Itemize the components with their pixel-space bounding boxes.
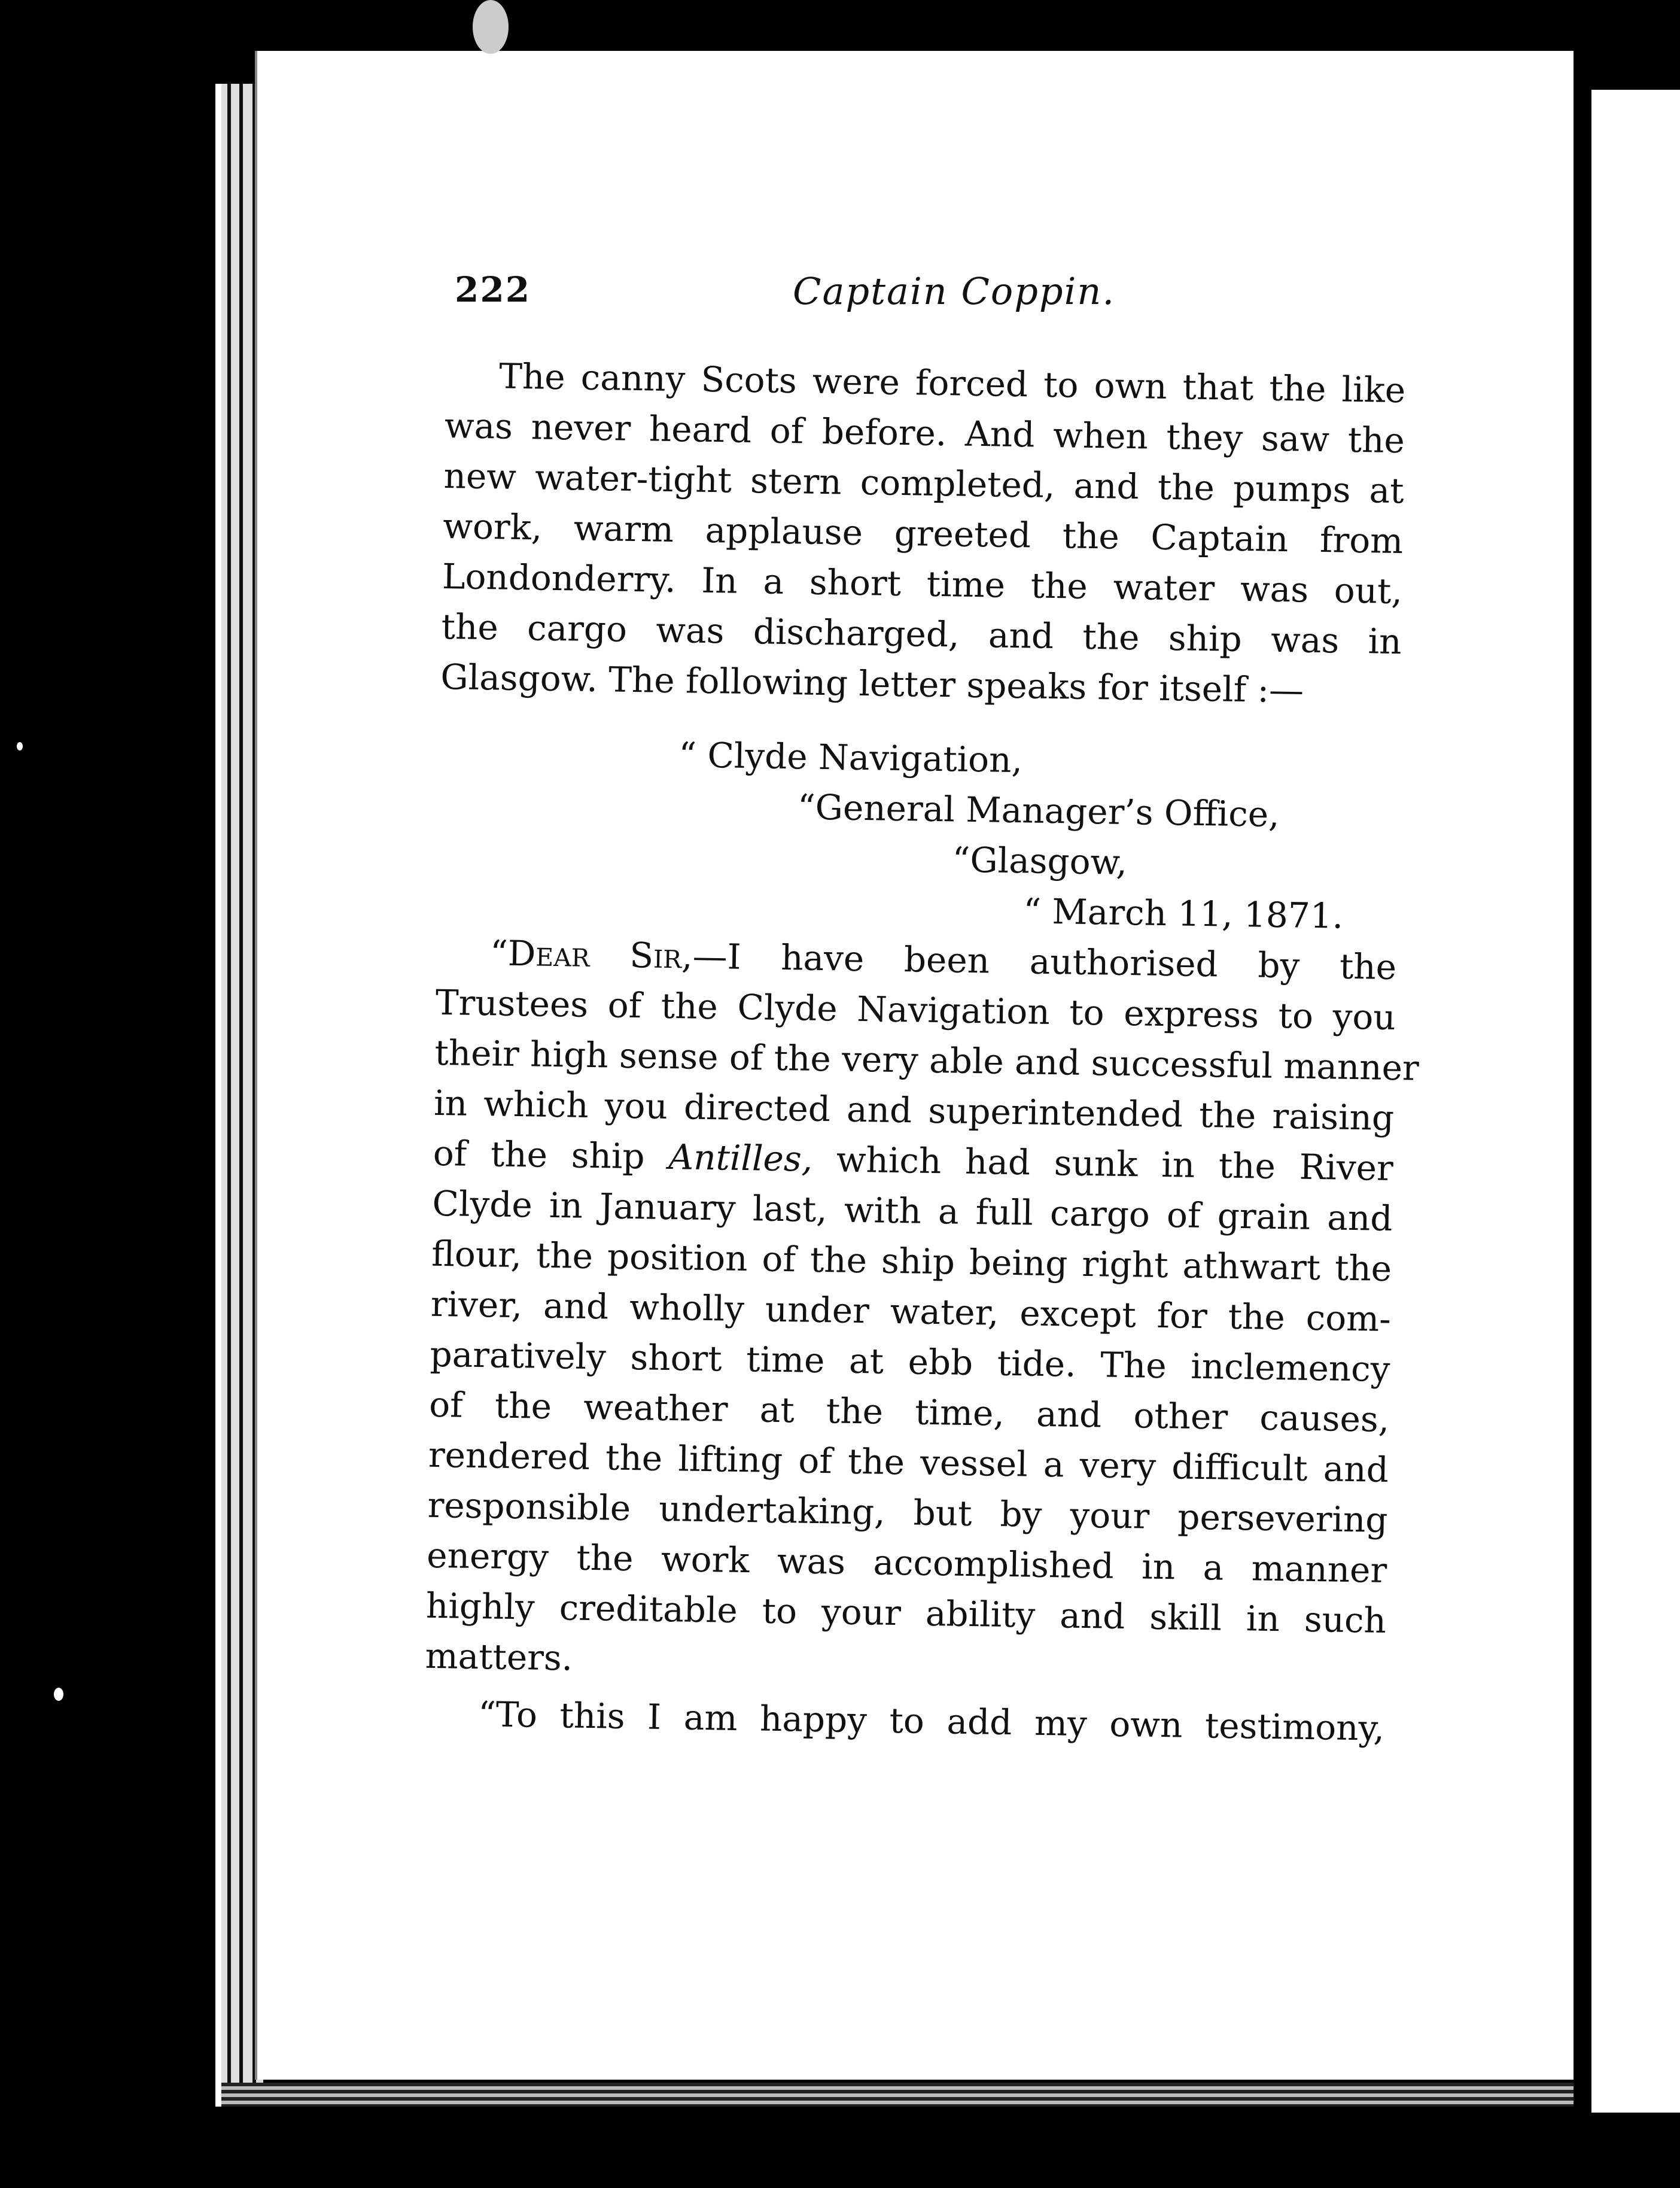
- text-line: “To this I am happy to add my own testimony,: [477, 1694, 1385, 1749]
- text-line: rendered the lifting of the vessel a very difficult and: [428, 1434, 1389, 1490]
- text-line: Trustees of the Clyde Navigation to express to you: [435, 981, 1396, 1038]
- text-line: The canny Scots were forced to own that the like: [498, 355, 1406, 411]
- ship-name: Antilles,: [668, 1136, 813, 1180]
- salutation: Dear Sir,: [507, 932, 693, 977]
- running-head: Captain Coppin.: [793, 269, 1116, 313]
- text-line: paratively short time at ebb tide. The inclemency: [430, 1333, 1390, 1390]
- ship-line-after: which had sunk in the River: [812, 1138, 1394, 1189]
- text-line: the cargo was discharged, and the ship was in: [441, 606, 1402, 663]
- book-binding: [215, 84, 263, 2107]
- page-number: 222: [455, 269, 531, 310]
- text-line: flour, the position of the ship being right athwart the: [431, 1233, 1392, 1290]
- letter-date-line: “ March 11, 1871.: [1022, 891, 1344, 937]
- open-quote: “: [489, 932, 509, 974]
- page-stack-edge: [221, 2083, 1579, 2107]
- text-line: energy the work was accomplished in a manner: [426, 1534, 1387, 1591]
- text-line: in which you directed and superintended the raising: [433, 1082, 1395, 1139]
- text-line: Londonderry. In a short time the water was out,: [442, 555, 1403, 612]
- letter-address-line: “ Clyde Navigation,: [678, 734, 1023, 781]
- text-line: matters.: [425, 1635, 573, 1679]
- binding-line: [252, 84, 256, 2107]
- scan-smudge: [473, 0, 509, 54]
- ship-line-before: of the ship: [433, 1132, 669, 1178]
- text-line: new water-tight stern completed, and the pumps at: [443, 455, 1405, 512]
- binding-line: [239, 84, 243, 2107]
- text-line: river, and wholly under water, except for the com-: [430, 1283, 1392, 1340]
- facing-page-edge: [1591, 90, 1680, 2113]
- scan-speck: [54, 1688, 63, 1701]
- letter-address-line: “General Manager’s Office,: [797, 786, 1280, 835]
- text-line: highly creditable to your ability and skill in such: [425, 1585, 1387, 1641]
- scan-speck: [17, 742, 23, 750]
- salutation-rest: —I have been authorised by the: [692, 935, 1397, 988]
- letter-address-line: “Glasgow,: [952, 839, 1128, 883]
- binding-line: [227, 84, 231, 2107]
- gutter: [1574, 84, 1591, 2119]
- text-line: work, warm applause greeted the Captain from: [442, 505, 1404, 562]
- text-line: responsible undertaking, but by your persevering: [427, 1484, 1389, 1540]
- text-line: Glasgow. The following letter speaks for itself :—: [440, 656, 1304, 711]
- page-header: [455, 263, 1412, 329]
- text-line: Clyde in January last, with a full cargo of grain and: [432, 1183, 1393, 1239]
- text-line: of the weather at the time, and other causes,: [428, 1384, 1390, 1440]
- text-line: was never heard of before. And when they saw the: [444, 405, 1405, 461]
- text-line: their high sense of the very able and successful manner: [434, 1032, 1420, 1089]
- page-text: [424, 350, 1420, 1754]
